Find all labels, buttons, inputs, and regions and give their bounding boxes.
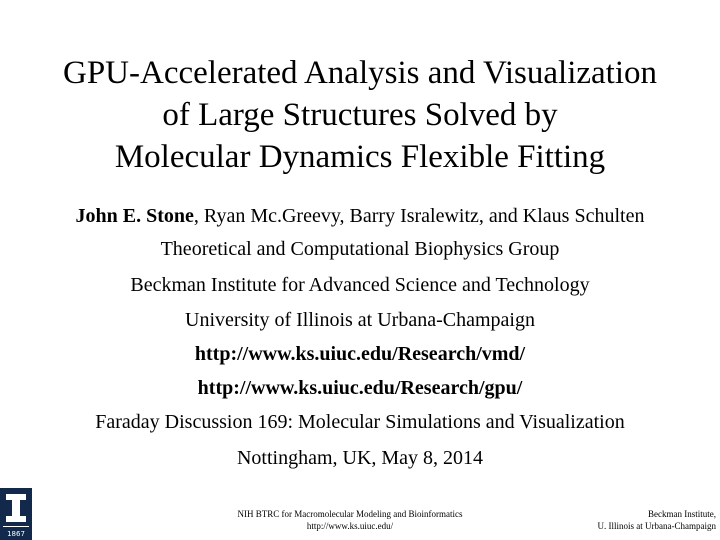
- event-name: Faraday Discussion 169: Molecular Simulations and Visualization: [95, 411, 625, 433]
- institute-name: Beckman Institute for Advanced Science and Technology: [130, 274, 590, 296]
- lead-author: John E. Stone: [75, 205, 194, 227]
- vmd-url-link[interactable]: http://www.ks.uiuc.edu/Research/vmd/: [194, 343, 526, 365]
- footer-right-line-1: Beckman Institute,: [648, 509, 716, 519]
- location-date: Nottingham, UK, May 8, 2014: [236, 447, 484, 469]
- title-line-3: Molecular Dynamics Flexible Fitting: [114, 139, 606, 175]
- university-name: University of Illinois at Urbana-Champaign: [185, 309, 535, 331]
- authors-line: [0, 204, 720, 228]
- title-line-2: of Large Structures Solved by: [162, 97, 558, 133]
- logo-year: 1867: [7, 530, 25, 538]
- block-i-icon: [0, 488, 32, 540]
- footer-right-line-2: U. Illinois at Urbana-Champaign: [597, 521, 716, 531]
- footer-center-line-1: NIH BTRC for Macromolecular Modeling and Bioinformatics: [237, 509, 463, 519]
- gpu-url-link[interactable]: http://www.ks.uiuc.edu/Research/gpu/: [197, 377, 523, 399]
- slide-title: [0, 52, 720, 178]
- footer-center: [200, 508, 500, 532]
- illinois-logo: [0, 488, 32, 540]
- group-name: Theoretical and Computational Biophysics Group: [160, 238, 560, 260]
- co-authors: , Ryan Mc.Greevy, Barry Isralewitz, and Klaus Schulten: [193, 205, 645, 227]
- title-line-1: GPU-Accelerated Analysis and Visualization: [63, 55, 657, 91]
- footer-right: [598, 508, 716, 532]
- footer-url-link[interactable]: http://www.ks.uiuc.edu/: [306, 521, 394, 531]
